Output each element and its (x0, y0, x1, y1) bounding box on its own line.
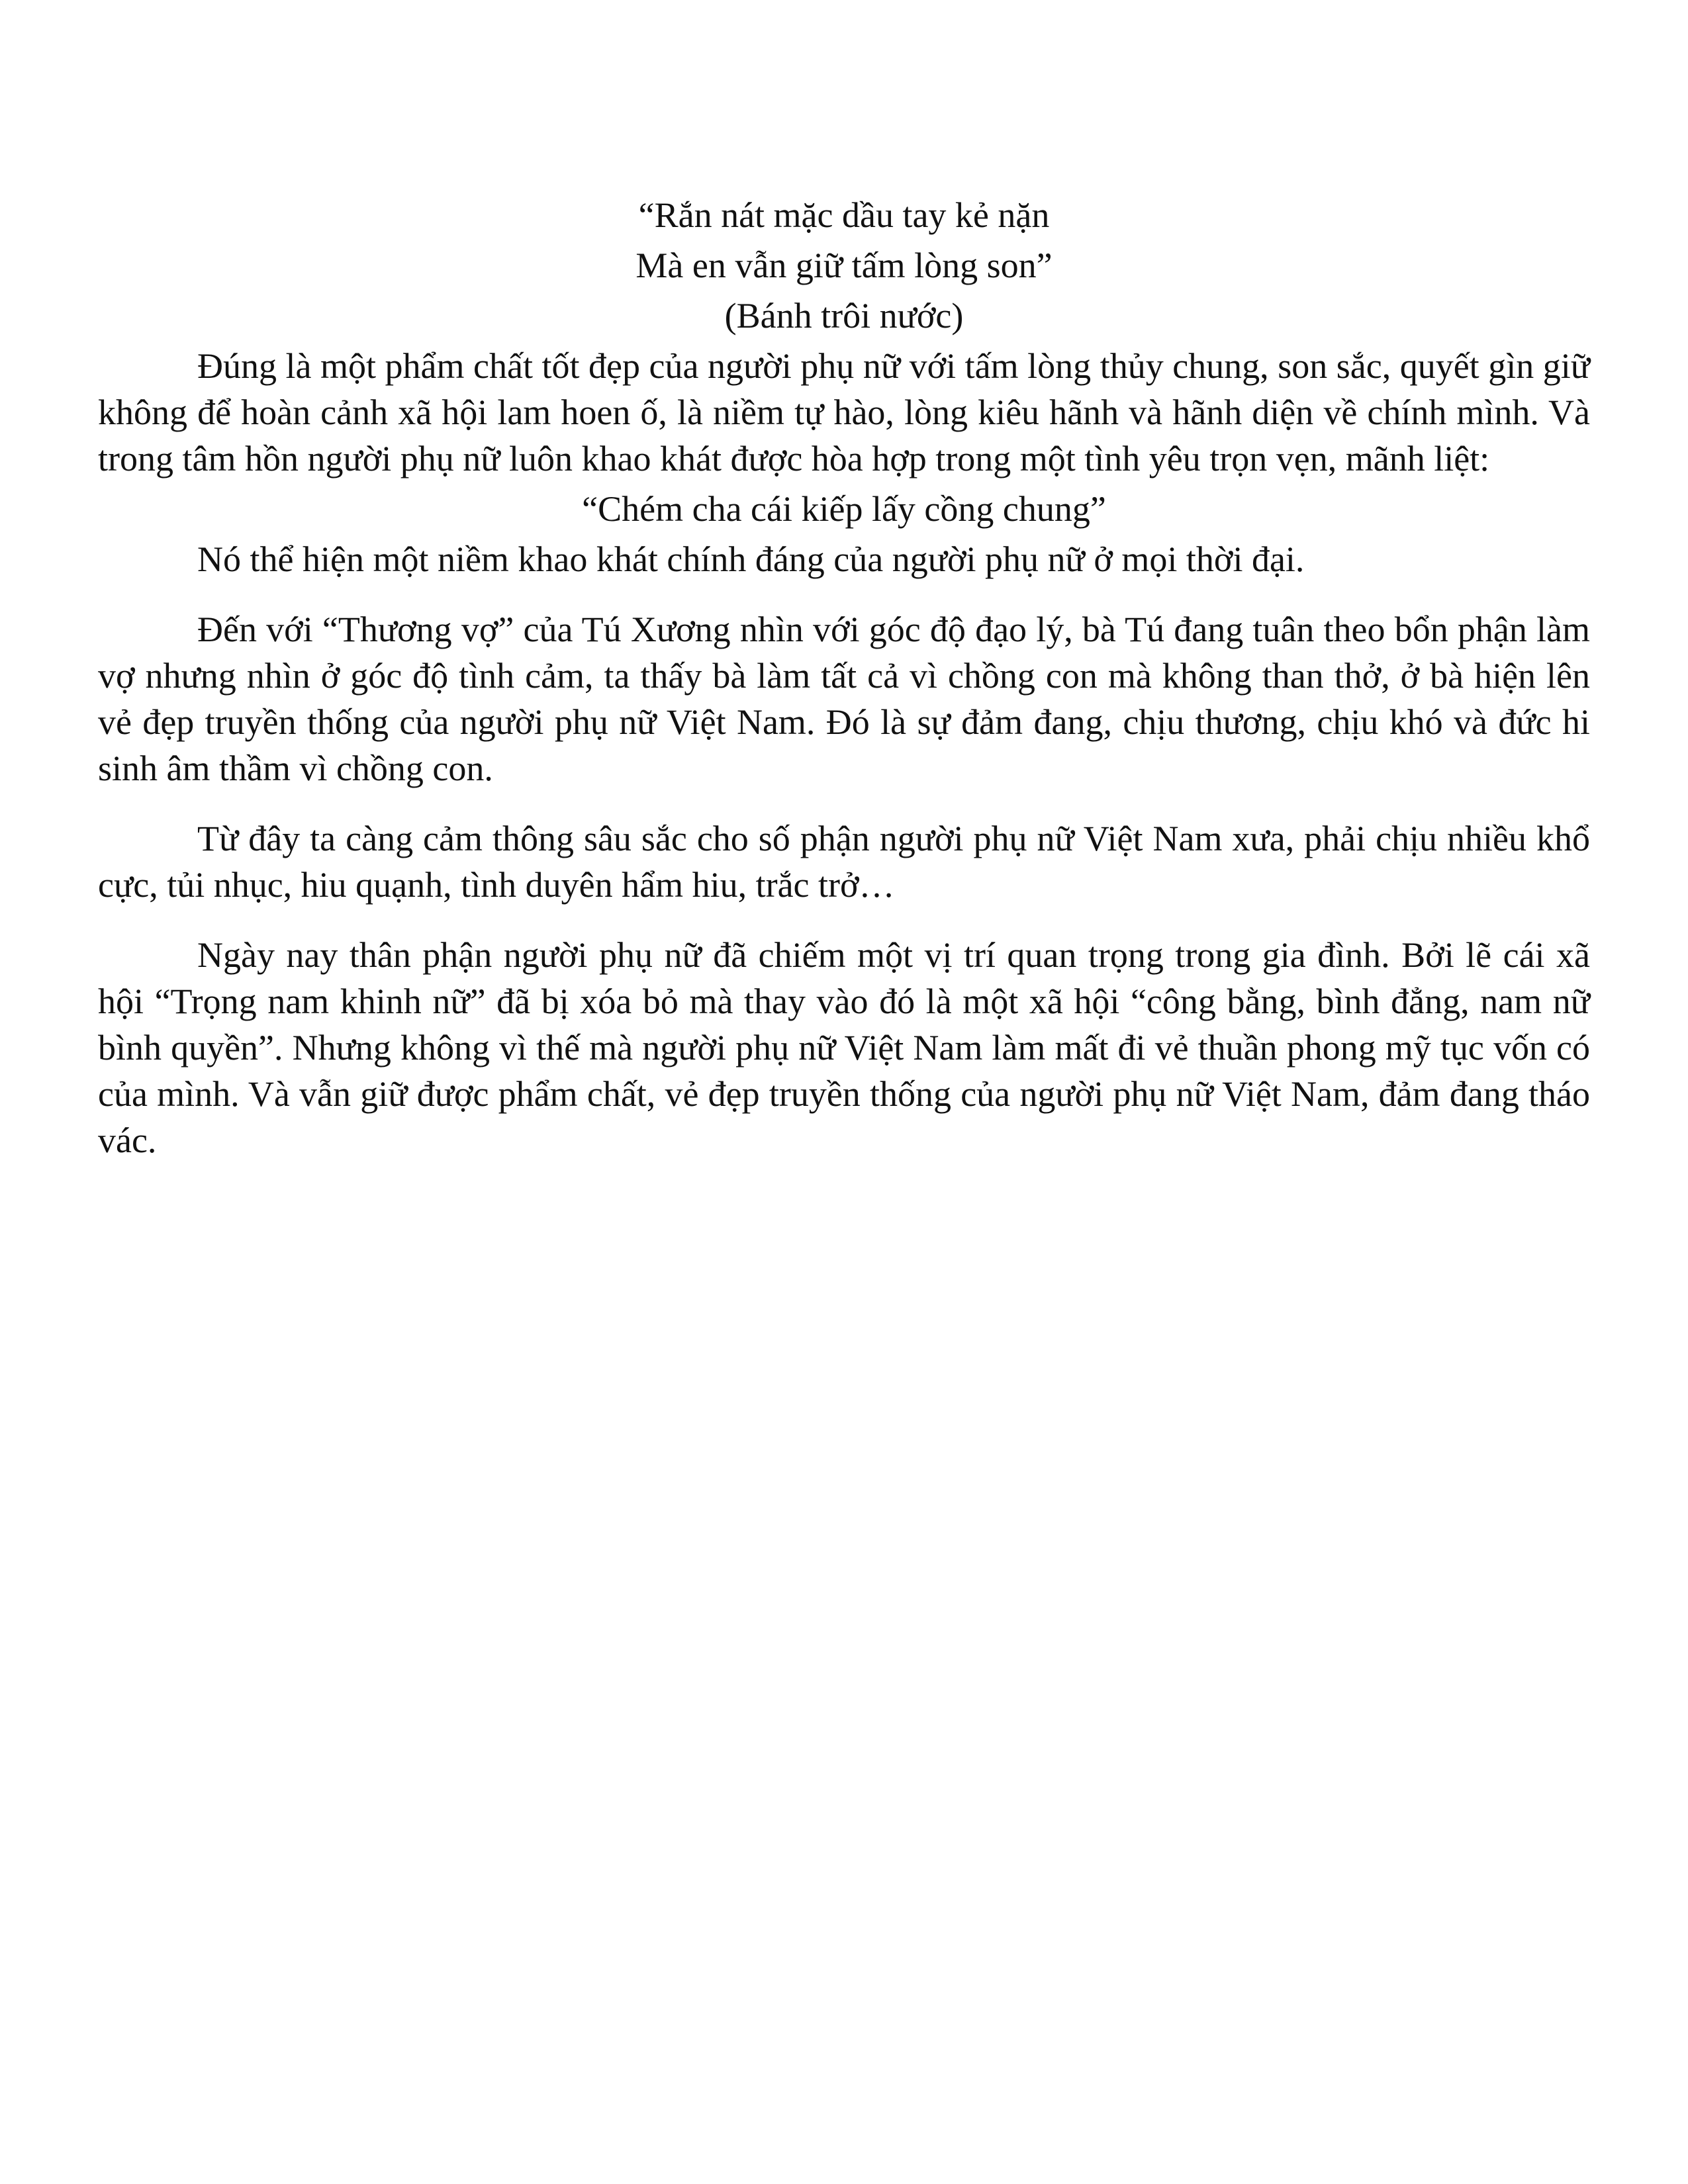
poem-line-1: “Rắn nát mặc dầu tay kẻ nặn (638, 195, 1050, 235)
paragraph-4: Từ đây ta càng cảm thông sâu sắc cho số phận người phụ nữ Việt Nam xưa, phải chịu nhiều khổ cực, tủi nhục, hiu quạnh, tình duyên hẩm hiu, trắc trở… (98, 819, 1590, 905)
paragraph-2: Nó thể hiện một niềm khao khát chính đáng của người phụ nữ ở mọi thời đại. (197, 539, 1305, 579)
paragraph-3: Đến với “Thương vợ” của Tú Xương nhìn với góc độ đạo lý, bà Tú đang tuân theo bổn phận làm vợ nhưng nhìn ở góc độ tình cảm, ta thấy bà làm tất cả vì chồng con mà không than thở, ở bà hiện lên vẻ đẹp truyền thống của người phụ nữ Việt Nam. Đó là sự đảm đang, chịu thương, chịu khó và đức hi sinh âm thầm vì chồng con. (98, 610, 1590, 788)
paragraph-1: Đúng là một phẩm chất tốt đẹp của người phụ nữ với tấm lòng thủy chung, son sắc, quyết gìn giữ không để hoàn cảnh xã hội lam hoen ố, là niềm tự hào, lòng kiêu hãnh và hãnh diện về chính mình. Và trong tâm hồn người phụ nữ luôn khao khát được hòa hợp trong một tình yêu trọn vẹn, mãnh liệt: (98, 346, 1590, 478)
poem-source: (Bánh trôi nước) (724, 296, 964, 336)
paragraph-5: Ngày nay thân phận người phụ nữ đã chiếm một vị trí quan trọng trong gia đình. Bởi lẽ cái xã hội “Trọng nam khinh nữ” đã bị xóa bỏ mà thay vào đó là một xã hội “công bằng, bình đẳng, nam nữ bình quyền”. Nhưng không vì thế mà người phụ nữ Việt Nam làm mất đi vẻ thuần phong mỹ tục vốn có của mình. Và vẫn giữ được phẩm chất, vẻ đẹp truyền thống của người phụ nữ Việt Nam, đảm đang tháo vác. (98, 935, 1590, 1160)
poem-line-2: Mà en vẫn giữ tấm lòng son” (635, 246, 1053, 285)
document-page (98, 192, 1590, 1163)
quote-line: “Chém cha cái kiếp lấy cồng chung” (582, 489, 1106, 529)
